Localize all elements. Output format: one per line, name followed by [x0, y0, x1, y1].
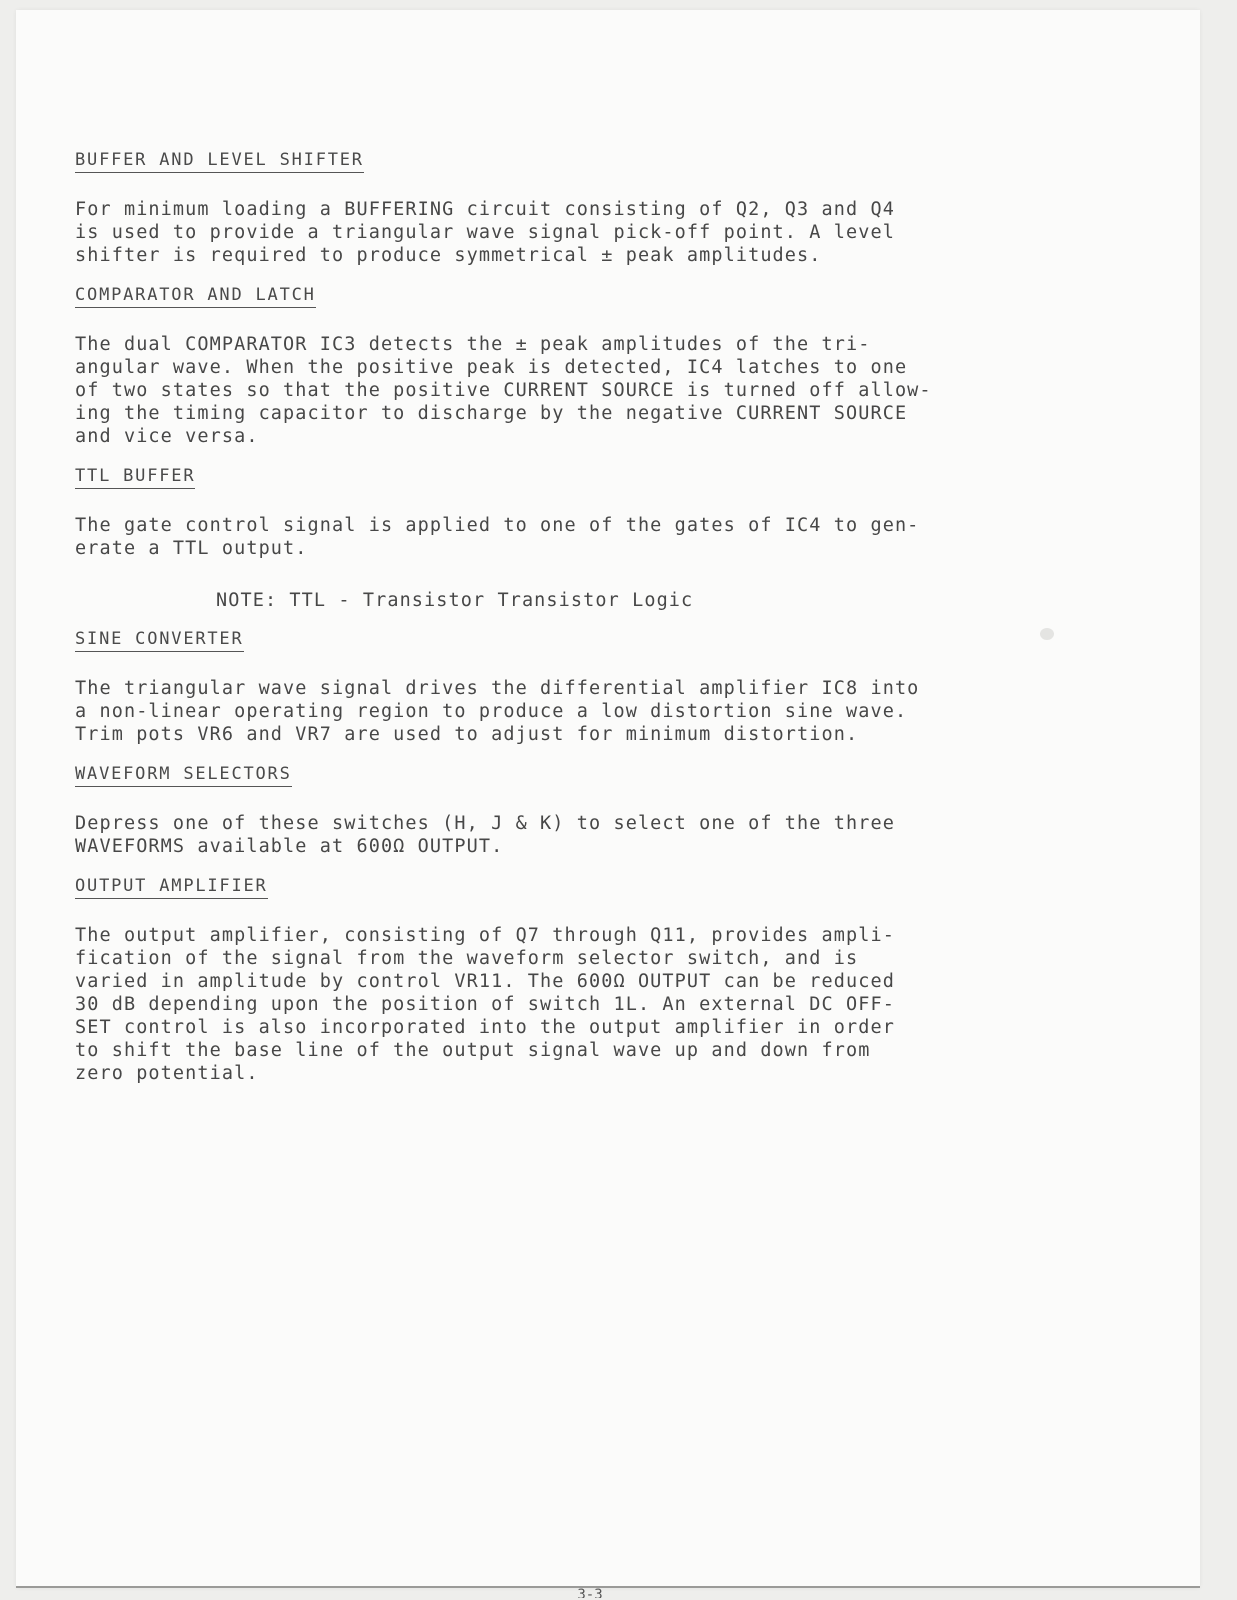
section-heading: WAVEFORM SELECTORS — [75, 764, 292, 787]
section-ttl-buffer — [75, 466, 1075, 611]
page-number: 3-3 — [577, 1588, 603, 1598]
section-waveform-selectors — [75, 764, 1075, 858]
section-paragraph: Depress one of these switches (H, J & K) to select one of the three WAVEFORMS available at 600Ω OUTPUT. — [75, 813, 895, 857]
ttl-note: NOTE: TTL - Transistor Transistor Logic — [216, 590, 694, 611]
section-heading: TTL BUFFER — [75, 466, 195, 489]
section-heading: SINE CONVERTER — [75, 629, 244, 652]
section-heading: BUFFER AND LEVEL SHIFTER — [75, 150, 364, 173]
section-paragraph: The triangular wave signal drives the differential amplifier IC8 into a non-linear operating region to produce a low distortion sine wave. Trim pots VR6 and VR7 are used to adjust for minimum distortion. — [75, 678, 920, 745]
section-paragraph: The dual COMPARATOR IC3 detects the ± peak amplitudes of the tri- angular wave. When the positive peak is detected, IC4 latches to one of two states so that the positive CURRENT SOURCE is turned off allow- ing the timing capacitor to discharge by the negative CURRENT SOURCE and vice versa. — [75, 334, 932, 447]
section-heading: OUTPUT AMPLIFIER — [75, 876, 268, 899]
section-paragraph: For minimum loading a BUFFERING circuit consisting of Q2, Q3 and Q4 is used to provide a triangular wave signal pick-off point. A level shifter is required to produce symmetrical ± peak amplitudes. — [75, 199, 895, 266]
section-heading: COMPARATOR AND LATCH — [75, 285, 316, 308]
section-buffer-level-shifter — [75, 150, 1075, 267]
document-body — [75, 150, 1075, 1103]
section-output-amplifier — [75, 876, 1075, 1085]
section-paragraph: The gate control signal is applied to one of the gates of IC4 to gen- erate a TTL output. — [75, 515, 920, 559]
section-sine-converter — [75, 629, 1075, 746]
section-comparator-latch — [75, 285, 1075, 448]
section-paragraph: The output amplifier, consisting of Q7 through Q11, provides ampli- fication of the signal from the waveform selector switch, and is varied in amplitude by control VR11. The 600Ω OUTPUT can be reduced 30 dB depending upon the position of switch 1L. An external DC OFF- SET control is also incorporated into the output amplifier in order to shift the base line of the output signal wave up and down from zero potential. — [75, 925, 895, 1084]
